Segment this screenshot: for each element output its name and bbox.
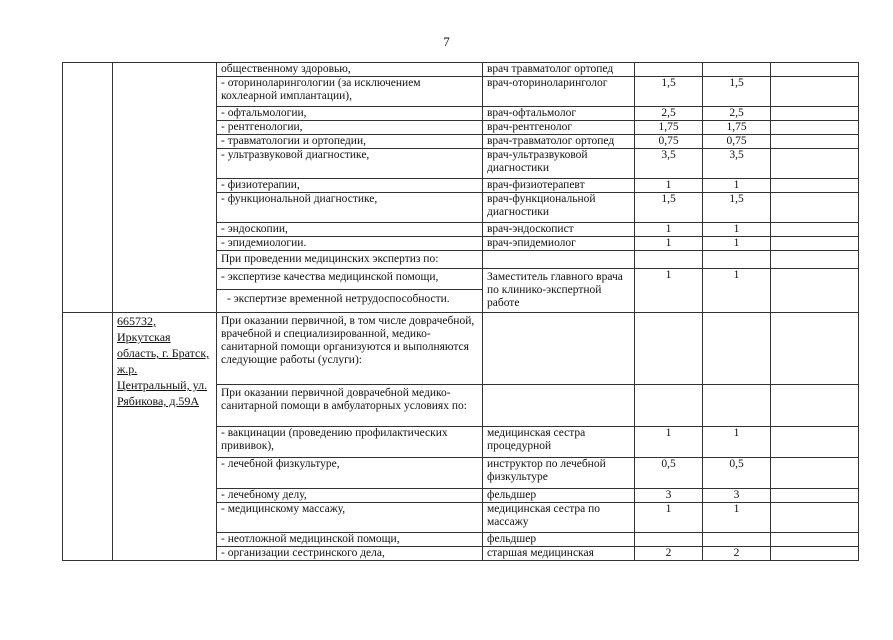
cell-value-1: 1: [635, 427, 703, 458]
cell-value-1: [635, 63, 703, 77]
cell-extra: [771, 63, 859, 77]
cell-position: инструктор по лечебной физкультуре: [483, 458, 635, 489]
cell-work: - лечебному делу,: [217, 489, 483, 503]
cell-value-2: [703, 313, 771, 385]
cell-work: - лечебной физкультуре,: [217, 458, 483, 489]
cell-primary-sub: При оказании первичной доврачебной медико-санитарной помощи в амбулаторных условиях по:: [217, 385, 483, 427]
cell-value-1: [635, 533, 703, 547]
cell-value-2: 0,5: [703, 458, 771, 489]
cell-value-1: 0,5: [635, 458, 703, 489]
cell-value-2: [703, 533, 771, 547]
cell-extra: [771, 489, 859, 503]
cell-extra: [771, 121, 859, 135]
cell-work: - оториноларингологии (за исключением кохлеарной имплантации),: [217, 77, 483, 107]
cell-value-2: 3: [703, 489, 771, 503]
cell-extra: [771, 269, 859, 313]
cell-value-1: 3,5: [635, 149, 703, 179]
cell-value-1: 1: [635, 237, 703, 251]
cell-value-1: 2: [635, 547, 703, 561]
cell-work: общественному здоровью,: [217, 63, 483, 77]
expertise-item-1: - экспертизе качества медицинской помощи,: [217, 269, 482, 290]
cell-value-2: 2,5: [703, 107, 771, 121]
cell-position: врач травматолог ортопед: [483, 63, 635, 77]
expertise-item-2: - экспертизе временной нетрудоспособности.: [227, 293, 450, 305]
table-row: [63, 63, 859, 77]
cell-value-2: 1: [703, 503, 771, 533]
cell-value-2: 1,5: [703, 193, 771, 223]
cell-value-1: 1,5: [635, 193, 703, 223]
cell-expertise-position: Заместитель главного врача по клинико-экспертной работе: [483, 269, 635, 313]
cell-extra: [771, 503, 859, 533]
cell-number: [63, 313, 113, 561]
table-row: [63, 313, 859, 385]
cell-work: - рентгенологии,: [217, 121, 483, 135]
cell-value-2: 1,5: [703, 77, 771, 107]
cell-value-1: 2,5: [635, 107, 703, 121]
cell-position: врач-эндоскопист: [483, 223, 635, 237]
cell-position: [483, 251, 635, 269]
cell-value-1: [635, 251, 703, 269]
cell-extra: [771, 193, 859, 223]
cell-value-2: 0,75: [703, 135, 771, 149]
staff-table: [62, 62, 859, 561]
cell-value-2: [703, 385, 771, 427]
cell-position: старшая медицинская: [483, 547, 635, 561]
cell-value-1: [635, 313, 703, 385]
cell-work: - неотложной медицинской помощи,: [217, 533, 483, 547]
cell-value-2: 1: [703, 237, 771, 251]
cell-position: медицинская сестра процедурной: [483, 427, 635, 458]
cell-position: врач-травматолог ортопед: [483, 135, 635, 149]
cell-extra: [771, 135, 859, 149]
cell-value-1: 3: [635, 489, 703, 503]
cell-extra: [771, 237, 859, 251]
cell-extra: [771, 533, 859, 547]
cell-expertise-items: [217, 269, 483, 313]
cell-value-1: 1: [635, 179, 703, 193]
cell-work: - травматологии и ортопедии,: [217, 135, 483, 149]
cell-value-1: 1,5: [635, 77, 703, 107]
cell-address: 665732, Иркутская область, г. Братск, ж.р. Центральный, ул. Рябикова, д.59А: [113, 313, 217, 561]
cell-extra: [771, 77, 859, 107]
cell-value-1: 1: [635, 269, 703, 313]
cell-extra: [771, 149, 859, 179]
cell-position: врач-офтальмолог: [483, 107, 635, 121]
cell-extra: [771, 385, 859, 427]
cell-position: медицинская сестра по массажу: [483, 503, 635, 533]
cell-extra: [771, 458, 859, 489]
cell-value-2: 1: [703, 427, 771, 458]
cell-number: [63, 63, 113, 313]
cell-position: врач-эпидемиолог: [483, 237, 635, 251]
cell-value-1: 1: [635, 503, 703, 533]
cell-work: - офтальмологии,: [217, 107, 483, 121]
cell-value-1: 1: [635, 223, 703, 237]
cell-extra: [771, 313, 859, 385]
cell-value-2: [703, 251, 771, 269]
cell-work: - физиотерапии,: [217, 179, 483, 193]
cell-value-2: 3,5: [703, 149, 771, 179]
cell-position: [483, 313, 635, 385]
cell-work: - медицинскому массажу,: [217, 503, 483, 533]
cell-position: врач-рентгенолог: [483, 121, 635, 135]
cell-value-2: 1: [703, 179, 771, 193]
cell-value-1: [635, 385, 703, 427]
cell-address: [113, 63, 217, 313]
cell-value-2: 1,75: [703, 121, 771, 135]
cell-extra: [771, 251, 859, 269]
cell-position: фельдшер: [483, 489, 635, 503]
cell-value-1: 1,75: [635, 121, 703, 135]
cell-extra: [771, 427, 859, 458]
cell-value-2: [703, 63, 771, 77]
cell-extra: [771, 223, 859, 237]
cell-work: - эндоскопии,: [217, 223, 483, 237]
cell-position: фельдшер: [483, 533, 635, 547]
cell-work: - ультразвуковой диагностике,: [217, 149, 483, 179]
cell-work: - функциональной диагностике,: [217, 193, 483, 223]
page-number: 7: [443, 34, 450, 49]
cell-position: врач-оториноларинголог: [483, 77, 635, 107]
cell-extra: [771, 107, 859, 121]
cell-position: [483, 385, 635, 427]
cell-position: врач-функциональной диагностики: [483, 193, 635, 223]
cell-position: врач-ультразвуковой диагностики: [483, 149, 635, 179]
cell-work: - вакцинации (проведению профилактических прививок),: [217, 427, 483, 458]
cell-expertise-header: При проведении медицинских экспертиз по:: [217, 251, 483, 269]
cell-value-2: 1: [703, 223, 771, 237]
cell-value-2: 2: [703, 547, 771, 561]
cell-extra: [771, 179, 859, 193]
cell-position: врач-физиотерапевт: [483, 179, 635, 193]
cell-value-2: 1: [703, 269, 771, 313]
cell-work: - организации сестринского дела,: [217, 547, 483, 561]
cell-value-1: 0,75: [635, 135, 703, 149]
cell-extra: [771, 547, 859, 561]
cell-primary-header: При оказании первичной, в том числе доврачебной, врачебной и специализированной, медико-санитарной помощи организуются и выполняются следующие работы (услуги):: [217, 313, 483, 385]
cell-work: - эпидемиологии.: [217, 237, 483, 251]
